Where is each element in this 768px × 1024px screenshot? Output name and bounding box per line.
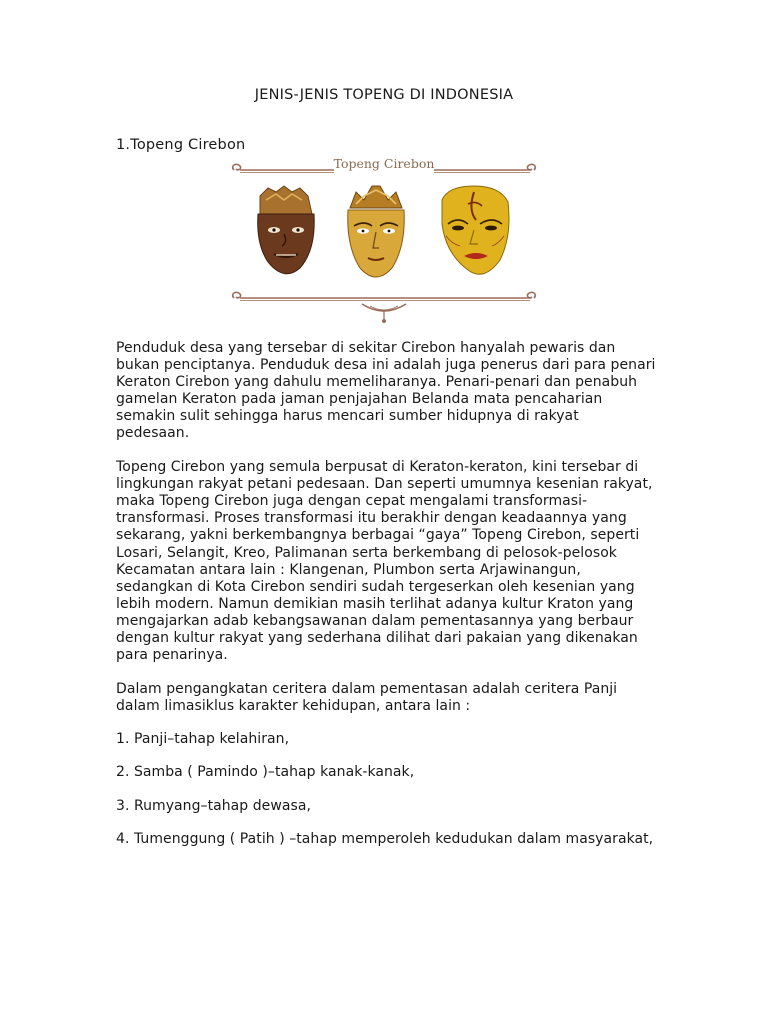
paragraph-3: Dalam pengangkatan ceritera dalam pementasan adalah ceritera Panji dalam limasiklus karakter kehidupan, antara lain : (116, 680, 618, 714)
dark-mask (258, 186, 315, 274)
bottom-ornament (233, 292, 536, 323)
list-item: 1. Panji–tahap kelahiran, (116, 731, 290, 748)
section-heading: 1.Topeng Cirebon (116, 137, 246, 153)
list-item: 3. Rumyang–tahap dewasa, (116, 797, 311, 814)
gold-mask (348, 186, 405, 277)
paragraph-1: Penduduk desa yang tersebar di sekitar Cirebon hanyalah pewaris dan bukan penciptanya. Penduduk desa ini adalah juga penerus dari para penari Keraton Cirebon yang dahulu memeliharanya. Penari-penari dan penabuh gamelan Keraton pada jaman penjajahan Belanda mata pencaharian semakin sulit sehingga harus mencari sumber hidupnya di rakyat pedesaan. (116, 340, 656, 442)
document-body (116, 340, 656, 864)
document-title: JENIS-JENIS TOPENG DI INDONESIA (254, 87, 514, 103)
yellow-mask (442, 186, 509, 274)
list-item: 4. Tumenggung ( Patih ) –tahap memperoleh kedudukan dalam masyarakat, (116, 830, 654, 847)
list-item: 2. Samba ( Pamindo )–tahap kanak-kanak, (116, 764, 415, 781)
topeng-cirebon-image (226, 150, 542, 328)
paragraph-2: Topeng Cirebon yang semula berpusat di Keraton-keraton, kini tersebar di lingkungan rakyat petani pedesaan. Dan seperti umumnya kesenian rakyat, maka Topeng Cirebon juga dengan cepat mengalami transformasi-transformasi. Proses transformasi itu berakhir dengan keadaannya yang sekarang, yakni berkembangnya berbagai “gaya” Topeng Cirebon, seperti Losari, Selangit, Kreo, Palimanan serta berkembang di pelosok-pelosok Kecamatan antara lain : Klangenan, Plumbon serta Arjawinangun, sedangkan di Kota Cirebon sendiri sudah tergeserkan oleh kesenian yang lebih modern. Namun demikian masih terlihat adanya kultur Kraton yang mengajarkan adab kebangsawanan dalam pementasannya yang berbaur dengan kultur rakyat yang sederhana dilihat dari pakaian yang dikenakan para penarinya. (116, 459, 653, 664)
topeng-cirebon-figure (226, 150, 542, 328)
figure-caption: Topeng Cirebon (333, 156, 435, 171)
